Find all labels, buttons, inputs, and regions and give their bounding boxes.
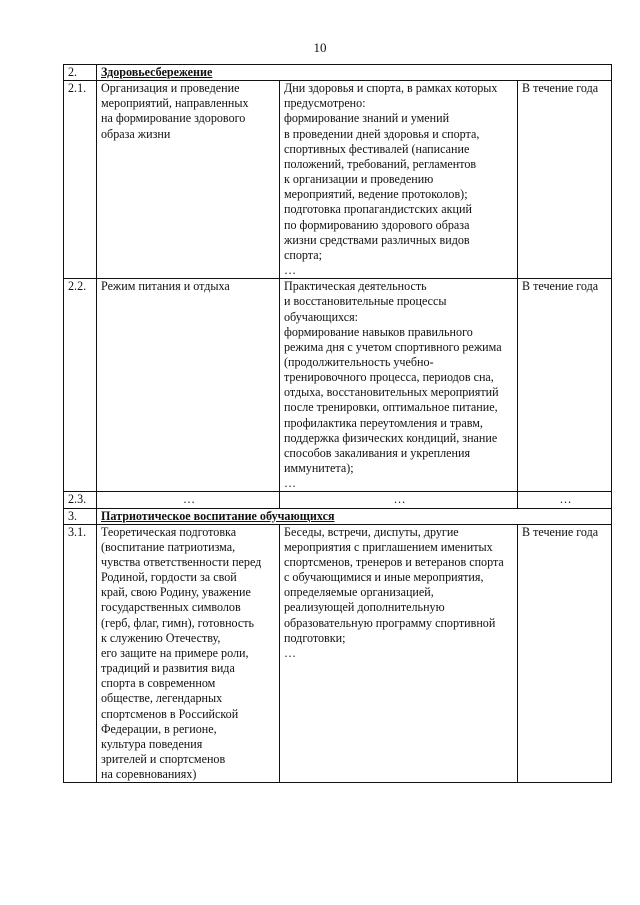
content-line: отдыха, восстановительных мероприятий [284,385,499,400]
activity-content-cell [280,524,518,783]
section-title: Здоровьесбережение [97,65,612,81]
activity-name-line: Теоретическая подготовка [101,524,237,539]
activity-name-line: на соревнованиях) [101,767,197,782]
content-line: мероприятий, ведение протоколов); [284,187,468,202]
content-line: реализующей дополнительную [284,600,445,615]
activity-name-cell [97,279,280,492]
table-row [64,279,612,492]
content-line: формирование навыков правильного [284,324,473,339]
content-line: обучающихся: [284,309,359,324]
content-line: тренировочного процесса, периодов сна, [284,370,494,385]
activity-name-line: к служению Отечеству, [101,630,221,645]
activity-name-line: его защите на примере роли, [101,645,249,660]
content-line: … [284,476,297,491]
content-line: подготовка пропагандистских акций [284,202,472,217]
term-cell: В течение года [518,279,612,492]
content-line: Беседы, встречи, диспуты, другие [284,524,459,539]
activity-name-line: зрителей и спортсменов [101,752,226,767]
content-line: подготовки; [284,630,346,645]
row-number: 2.3. [64,492,97,508]
content-line: (продолжительность учебно- [284,354,434,369]
content-line: положений, требований, регламентов [284,156,477,171]
term-cell: В течение года [518,81,612,279]
activity-content-cell [280,81,518,279]
activity-name-cell [97,81,280,279]
content-line: спорта; [284,247,322,262]
term-cell: В течение года [518,524,612,783]
table-row [64,492,612,508]
plan-table [63,64,612,783]
content-line: по формированию здорового образа [284,217,470,232]
row-number: 2.1. [64,81,97,279]
content-line: образовательную программу спортивной [284,615,496,630]
content-line: мероприятия с приглашением именитых [284,539,493,554]
activity-name-line: на формирование здорового [101,111,246,126]
content-line: … [284,645,297,660]
activity-content-cell: … [280,492,518,508]
activity-name-line: традиций и развития вида [101,661,235,676]
activity-name-cell: … [97,492,280,508]
content-line: после тренировки, оптимальное питание, [284,400,498,415]
activity-name-line: мероприятий, направленных [101,96,249,111]
content-line: спортсменов, тренеров и ветеранов спорта [284,555,504,569]
content-line: жизни средствами различных видов [284,232,470,247]
activity-name-line: Организация и проведение [101,81,240,96]
activity-content-cell [280,279,518,492]
content-line: в проведении дней здоровья и спорта, [284,126,480,141]
section-row-patriotic [64,508,612,524]
content-line: формирование знаний и умений [284,111,450,126]
activity-name-line: спортсменов в Российской [101,706,239,721]
section-number: 3. [64,508,97,524]
section-title: Патриотическое воспитание обучающихся [97,508,612,524]
content-line: профилактика переутомления и травм, [284,415,483,430]
activity-name-line: государственных символов [101,600,241,615]
activity-name-line: чувства ответственности перед [101,555,262,569]
content-line: иммунитета); [284,461,354,476]
table-row [64,81,612,279]
activity-name-line: Режим питания и отдыха [101,279,230,294]
activity-name-cell [97,524,280,783]
content-line: Дни здоровья и спорта, в рамках которых [284,81,498,96]
row-number: 3.1. [64,524,97,783]
activity-name-line: культура поведения [101,736,203,751]
activity-name-line: Родиной, гордости за свой [101,570,237,585]
activity-name-line: Федерации, в регионе, [101,721,217,736]
content-line: спортивных фестивалей (написание [284,141,470,156]
section-number: 2. [64,65,97,81]
content-line: Практическая деятельность [284,279,427,294]
table-row [64,524,612,783]
content-line: и восстановительные процессы [284,294,447,309]
activity-name-line: обществе, легендарных [101,691,223,706]
content-line: предусмотрено: [284,96,366,111]
content-line: определяемые организацией, [284,585,434,600]
content-line: режима дня с учетом спортивного режима [284,339,502,354]
content-line: с обучающимися и иные мероприятия, [284,570,484,585]
activity-name-line: спорта в современном [101,676,216,691]
activity-name-line: (герб, флаг, гимн), готовность [101,615,255,630]
term-cell: … [518,492,612,508]
content-line: к организации и проведению [284,172,434,187]
activity-name-line: образа жизни [101,126,171,141]
activity-name-line: край, свою Родину, уважение [101,585,251,600]
page-number: 10 [313,40,327,55]
row-number: 2.2. [64,279,97,492]
activity-name-line: (воспитание патриотизма, [101,539,236,554]
content-line: поддержка физических кондиций, знание [284,430,498,445]
content-line: … [284,263,297,278]
section-row-health [64,65,612,81]
content-line: способов закаливания и укрепления [284,445,471,460]
